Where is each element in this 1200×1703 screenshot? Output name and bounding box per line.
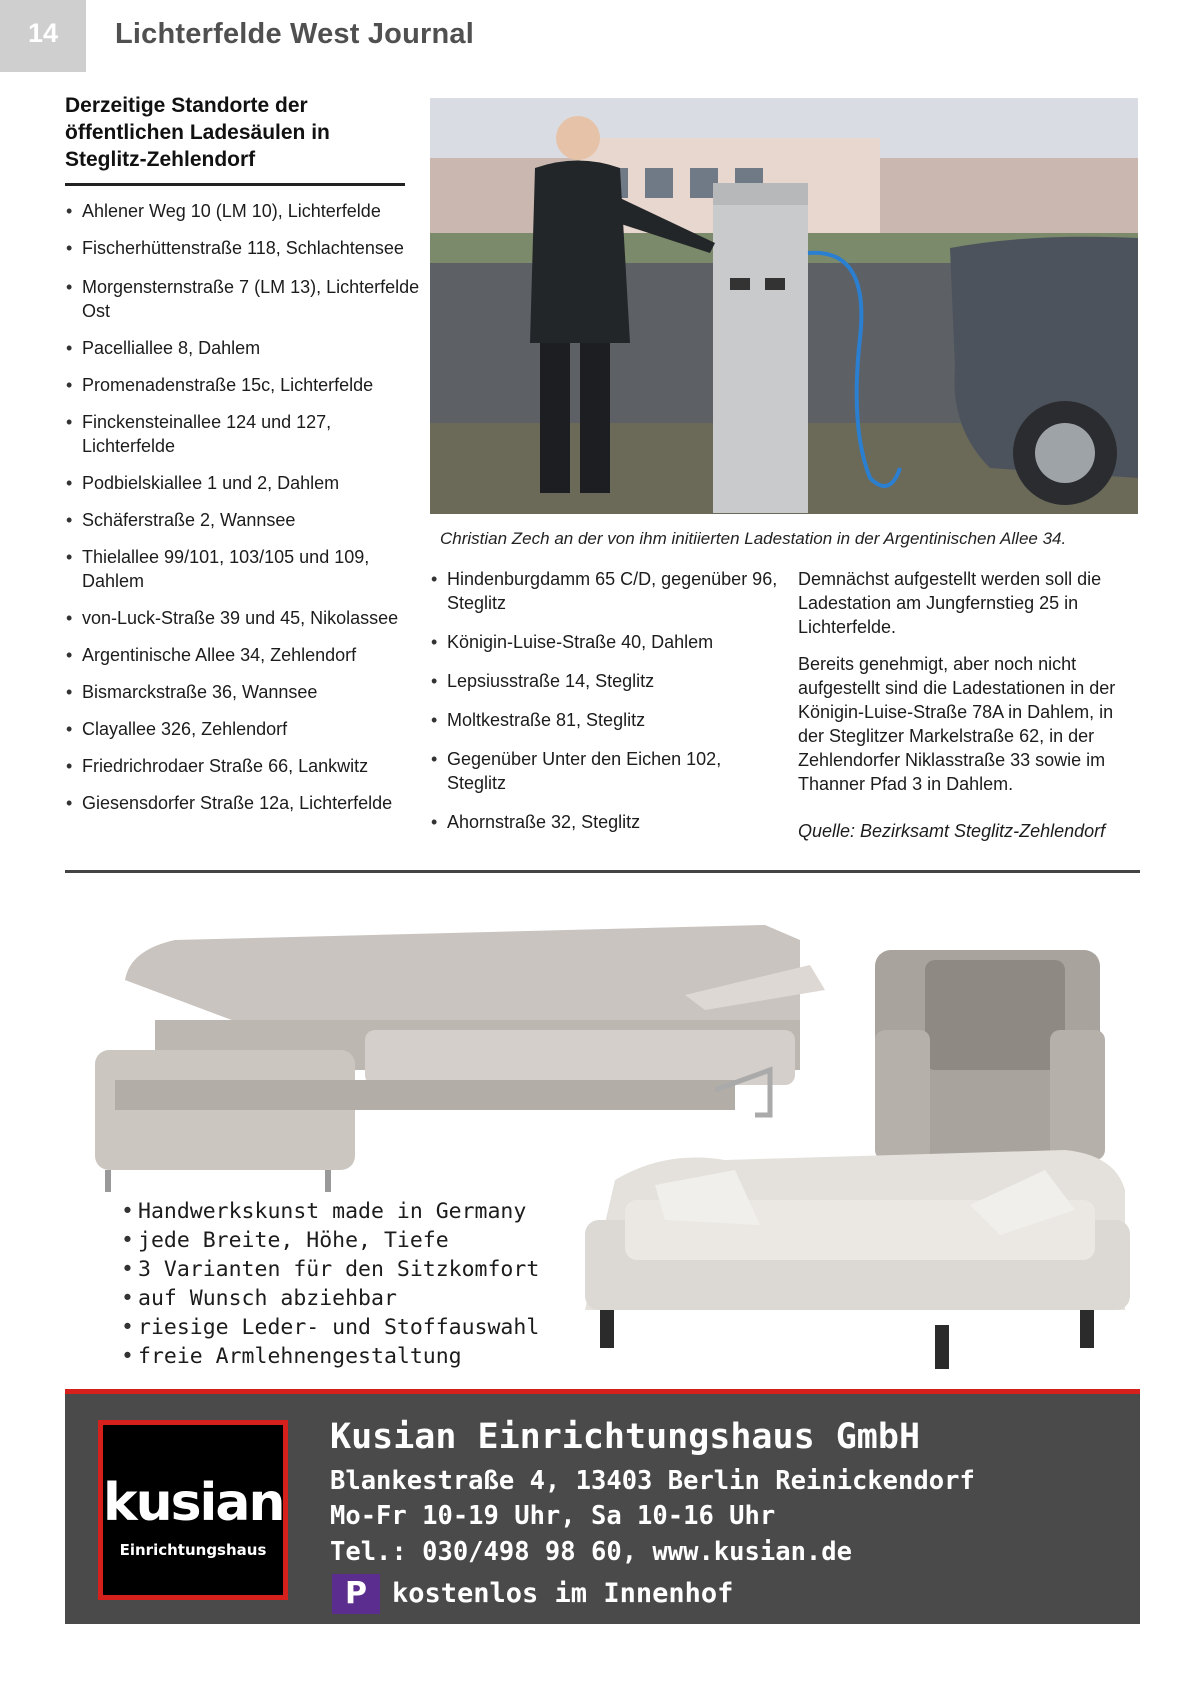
- opening-hours: Mo-Fr 10-19 Uhr, Sa 10-16 Uhr: [330, 1501, 776, 1531]
- source-credit: Quelle: Bezirksamt Steglitz-Zehlendorf: [798, 821, 1106, 841]
- list-item: • 3 Varianten für den Sitzkomfort: [120, 1255, 539, 1284]
- list-item: • Clayallee 326, Zehlendorf: [65, 717, 425, 741]
- list-item: • Fischerhüttenstraße 118, Schlachtensee: [65, 236, 425, 260]
- list-item: • Argentinische Allee 34, Zehlendorf: [65, 643, 425, 667]
- list-item: • freie Armlehnengestaltung: [120, 1342, 539, 1371]
- list-item: • jede Breite, Höhe, Tiefe: [120, 1226, 539, 1255]
- list-item: • riesige Leder- und Stoffauswahl: [120, 1313, 539, 1342]
- kusian-logo: [98, 1420, 288, 1600]
- paragraph-upcoming: Demnächst aufgestellt werden soll die Ladestation am Jungfernstieg 25 in Lichterfelde.: [798, 569, 1102, 637]
- section-divider: [65, 870, 1140, 873]
- parking-text: kostenlos im Innenhof: [392, 1578, 734, 1609]
- contact-info: Tel.: 030/498 98 60, www.kusian.de: [330, 1537, 852, 1567]
- list-item: • Moltkestraße 81, Steglitz: [430, 708, 780, 732]
- list-item: • Friedrichrodaer Straße 66, Lankwitz: [65, 754, 425, 778]
- list-item: • Finckensteinallee 124 und 127, Lichterfelde: [65, 410, 425, 458]
- list-item: • Ahlener Weg 10 (LM 10), Lichterfelde: [65, 199, 425, 223]
- list-item: • Thielallee 99/101, 103/105 und 109, Dahlem: [65, 545, 425, 593]
- photo-caption: Christian Zech an der von ihm initiierten Ladestation in der Argentinischen Allee 34.: [440, 529, 1067, 548]
- charging-station-photo: [430, 98, 1138, 514]
- list-item: • Handwerkskunst made in Germany: [120, 1197, 539, 1226]
- list-item: • Bismarckstraße 36, Wannsee: [65, 680, 425, 704]
- journal-title: Lichterfelde West Journal: [115, 18, 474, 50]
- heading-rule: [65, 183, 405, 186]
- photo-illustration: [430, 98, 1138, 514]
- list-item: • Lepsiusstraße 14, Steglitz: [430, 669, 780, 693]
- list-item: • Pacelliallee 8, Dahlem: [65, 336, 425, 360]
- list-item: • Schäferstraße 2, Wannsee: [65, 508, 425, 532]
- logo-subtitle: Einrichtungshaus: [119, 1541, 267, 1559]
- locations-list-middle: [430, 567, 780, 834]
- feature-list: [120, 1197, 539, 1371]
- list-item: • Ahornstraße 32, Steglitz: [430, 810, 780, 834]
- list-item: • von-Luck-Straße 39 und 45, Nikolassee: [65, 606, 425, 630]
- page-number: 14: [0, 0, 86, 72]
- parking-icon: P: [332, 1574, 380, 1614]
- company-name: Kusian Einrichtungshaus GmbH: [330, 1417, 921, 1457]
- list-item: • Morgensternstraße 7 (LM 13), Lichterfelde Ost: [65, 275, 425, 323]
- list-item: • Königin-Luise-Straße 40, Dahlem: [430, 630, 780, 654]
- list-item: • auf Wunsch abziehbar: [120, 1284, 539, 1313]
- right-text-column: [798, 567, 1140, 796]
- list-item: • Promenadenstraße 15c, Lichterfelde: [65, 373, 425, 397]
- section-heading: Derzeitige Standorte der öffentlichen Ladesäulen in Steglitz-Zehlendorf: [65, 94, 330, 171]
- list-item: • Giesensdorfer Straße 12a, Lichterfelde: [65, 791, 425, 815]
- company-address: Blankestraße 4, 13403 Berlin Reinickendorf: [330, 1466, 975, 1496]
- paragraph-approved: Bereits genehmigt, aber noch nicht aufgestellt sind die Ladestationen in der Königin-Luise-Straße 78A in Dahlem, in der Steglitzer Markelstraße 62, in der Zehlendorfer Niklasstraße 33 sowie im Thanner Pfad 3 in Dahlem.: [798, 654, 1116, 794]
- list-item: • Gegenüber Unter den Eichen 102, Steglitz: [430, 747, 780, 795]
- list-item: • Podbielskiallee 1 und 2, Dahlem: [65, 471, 425, 495]
- logo-wordmark: kusian: [103, 1473, 284, 1533]
- list-item: • Hindenburgdamm 65 C/D, gegenüber 96, Steglitz: [430, 567, 780, 615]
- locations-list-left: [65, 199, 425, 815]
